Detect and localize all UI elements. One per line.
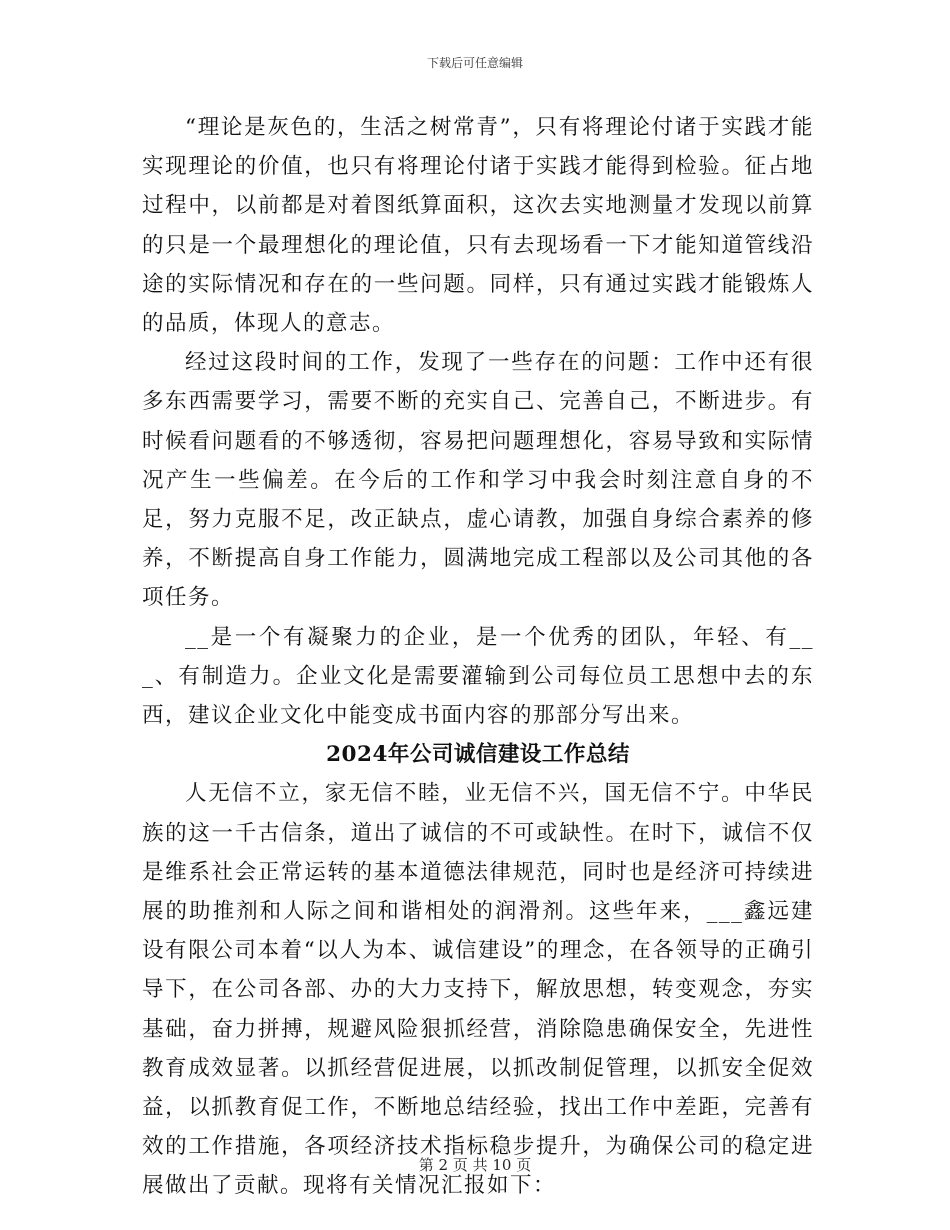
paragraph-problems-found: 经过这段时间的工作，发现了一些存在的问题：工作中还有很多东西需要学习，需要不断的充实自己、完善自己，不断进步。有时候看问题看的不够透彻，容易把问题理想化，容易导致和实际情况产生一些偏差。在今后的工作和学习中我会时刻注意自身的不足，努力克服不足，改正缺点，虚心请教，加强自身综合素养的修养，不断提高自身工作能力，圆满地完成工程部以及公司其他的各项任务。 xyxy=(142,350,814,611)
document-body xyxy=(142,108,814,1206)
page-footer: 第 2 页 共 10 页 xyxy=(418,1156,532,1174)
paragraph-company-culture: __是一个有凝聚力的企业，是一个优秀的团队，年轻、有___、有制造力。企业文化是需要灌输到公司每位员工思想中去的东西，建议企业文化中能变成书面内容的那部分写出来。 xyxy=(142,624,814,729)
paragraph-theory-practice: “理论是灰色的，生活之树常青”，只有将理论付诸于实践才能实现理论的价值，也只有将理论付诸于实践才能得到检验。征占地过程中，以前都是对着图纸算面积，这次去实地测量才发现以前算的只是一个最理想化的理论值，只有去现场看一下才能知道管线沿途的实际情况和存在的一些问题。同样，只有通过实践才能锻炼人的品质，体现人的意志。 xyxy=(142,115,814,337)
page-header: 下载后可任意编辑 xyxy=(426,56,523,70)
paragraph-integrity-summary: 人无信不立，家无信不睦，业无信不兴，国无信不宁。中华民族的这一千古信条，道出了诚信的不可或缺性。在时下，诚信不仅是维系社会正常运转的基本道德法律规范，同时也是经济可持续进展的助推剂和人际之间和谐相处的润滑剂。这些年来，___鑫远建设有限公司本着“以人为本、诚信建设”的理念，在各领导的正确引导下，在公司各部、办的大力支持下，解放思想，转变观念，夯实基础，奋力拼搏，规避风险狠抓经营，消除隐患确保安全，先进性教育成效显著。以抓经营促进展，以抓改制促管理，以抓安全促效益，以抓教育促工作，不断地总结经验，找出工作中差距，完善有效的工作措施，各项经济技术指标稳步提升，为确保公司的稳定进展做出了贡献。现将有关情况汇报如下： xyxy=(142,781,814,1199)
section-title: 2024年公司诚信建设工作总结 xyxy=(326,742,630,768)
